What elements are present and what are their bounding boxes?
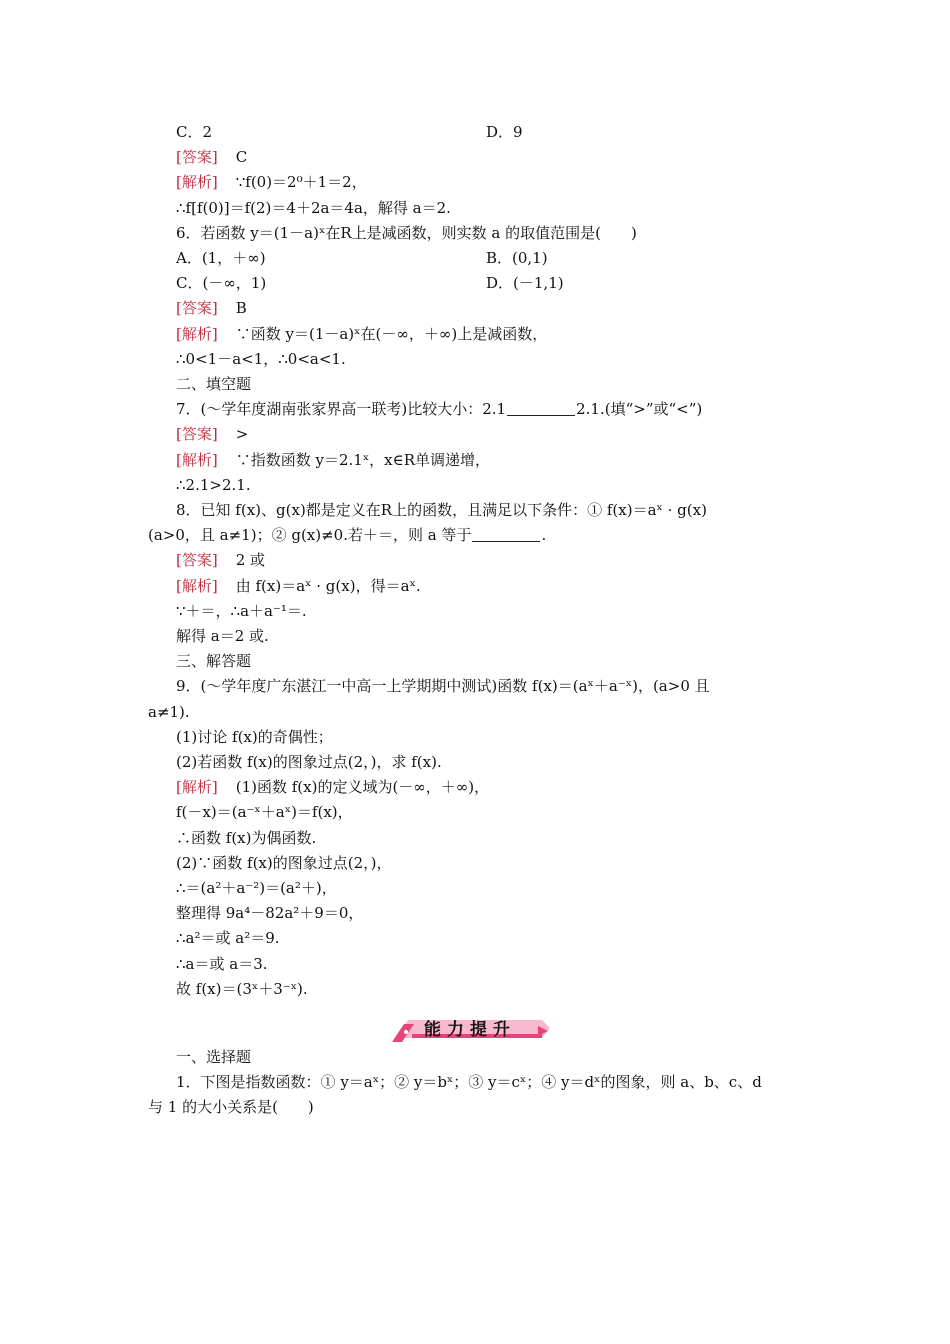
line-text: ∴a＝或 a＝3. xyxy=(176,954,268,973)
fill-blank xyxy=(472,526,540,542)
label-tag: [解析] xyxy=(176,576,218,595)
text-line xyxy=(176,271,816,296)
text-line xyxy=(176,1045,816,1070)
text-line xyxy=(176,347,816,372)
line-text: ∵指数函数 y＝2.1ˣ，x∈R单调递增， xyxy=(235,450,491,469)
line-text: ∴函数 f(x)为偶函数. xyxy=(176,828,317,847)
option-right: D．(－1,1) xyxy=(486,274,564,293)
text-line xyxy=(176,775,816,800)
line-text: 由 f(x)＝aˣ · g(x)，得＝aˣ. xyxy=(235,576,421,595)
line-text: ∴f[f(0)]＝f(2)＝4＋2a＝4a，解得 a＝2. xyxy=(176,198,451,217)
text-line xyxy=(176,170,816,195)
line-text: ∵f(0)＝2⁰＋1＝2， xyxy=(235,173,367,192)
line-text: C．2 xyxy=(176,123,213,141)
line-text: C．(－∞，1) xyxy=(176,274,267,293)
line-text: ∴0<1－a<1，∴0<a<1. xyxy=(176,349,346,368)
line-text: A．(1，＋∞) xyxy=(176,249,266,267)
text-line xyxy=(176,599,816,624)
text-line xyxy=(176,422,816,447)
line-text: (a>0，且 a≠1)；② g(x)≠0.若＋＝，则 a 等于 xyxy=(148,526,472,545)
option-right: D．9 xyxy=(486,123,523,141)
text-line xyxy=(176,296,816,321)
section-banner xyxy=(392,1012,554,1044)
text-line xyxy=(176,624,816,649)
label-tag: [解析] xyxy=(176,778,218,797)
line-text: (2)若函数 f(x)的图象过点(2，)，求 f(x). xyxy=(176,753,442,771)
text-line xyxy=(176,448,816,473)
line-text: 1．下图是指数函数：① y＝aˣ；② y＝bˣ；③ y＝cˣ；④ y＝dˣ的图象，则 a、b、c、d xyxy=(176,1073,762,1092)
text-line xyxy=(176,145,816,170)
text-line xyxy=(176,977,816,1002)
label-tag: [答案] xyxy=(176,425,218,444)
line-text: 8．已知 f(x)、g(x)都是定义在R上的函数，且满足以下条件：① f(x)＝aˣ · g(x) xyxy=(176,501,707,519)
line-text: 2 或 xyxy=(235,551,266,570)
label-tag: [答案] xyxy=(176,299,218,318)
text-line xyxy=(176,851,816,876)
text-line xyxy=(176,826,816,851)
line-text: > xyxy=(235,425,249,444)
text-line xyxy=(176,548,816,573)
text-line xyxy=(176,725,816,750)
line-text: ∴2.1>2.1. xyxy=(176,475,251,494)
text-line xyxy=(176,473,816,498)
line-text: B xyxy=(235,299,247,318)
text-line xyxy=(176,221,816,246)
line-text: (1)讨论 f(x)的奇偶性； xyxy=(176,727,333,746)
line-text: 6．若函数 y＝(1－a)ˣ在R上是减函数，则实数 a 的取值范围是( ) xyxy=(176,223,637,242)
text-line xyxy=(176,322,816,347)
fill-blank xyxy=(507,400,575,416)
text-line xyxy=(148,523,788,548)
text-line xyxy=(176,926,816,951)
text-line xyxy=(176,876,816,901)
line-text: C xyxy=(235,148,248,167)
text-line xyxy=(176,901,816,926)
line-text: 7．(～学年度湖南张家界高一联考)比较大小：2.1 xyxy=(176,400,507,419)
text-line xyxy=(148,700,788,725)
line-text-after: . xyxy=(541,526,547,545)
text-line xyxy=(176,498,816,523)
line-text: 整理得 9a⁴－82a²＋9＝0， xyxy=(176,904,364,923)
text-line xyxy=(176,574,816,599)
line-text: ∴a²＝或 a²＝9. xyxy=(176,929,280,948)
option-right: B．(0,1) xyxy=(486,249,548,267)
text-line xyxy=(176,649,816,674)
line-text: 故 f(x)＝(3ˣ＋3⁻ˣ). xyxy=(176,979,308,998)
text-line xyxy=(176,750,816,775)
label-tag: [答案] xyxy=(176,148,218,167)
label-tag: [解析] xyxy=(176,173,218,192)
label-tag: [解析] xyxy=(176,450,218,469)
line-text: 一、选择题 xyxy=(176,1048,252,1066)
line-text: (2)∵函数 f(x)的图象过点(2，)， xyxy=(176,853,392,872)
text-line xyxy=(176,800,816,825)
label-tag: [答案] xyxy=(176,551,218,570)
line-text: 解得 a＝2 或. xyxy=(176,627,269,645)
banner-title: 能力提升 xyxy=(424,1020,516,1040)
text-line xyxy=(176,674,816,699)
line-text: 三、解答题 xyxy=(176,652,252,671)
line-text: a≠1). xyxy=(148,702,190,721)
line-text: ∴＝(a²＋a⁻²)＝(a²＋)， xyxy=(176,879,337,897)
label-tag: [解析] xyxy=(176,324,218,343)
text-line xyxy=(176,952,816,977)
line-text: (1)函数 f(x)的定义域为(－∞，＋∞)， xyxy=(235,778,490,797)
line-text-after: 2.1.(填“>”或“<”) xyxy=(576,400,703,419)
text-line xyxy=(176,397,816,422)
text-line xyxy=(176,120,816,145)
line-text: ∵函数 y＝(1－a)ˣ在(－∞，＋∞)上是减函数， xyxy=(235,324,548,343)
line-text: 二、填空题 xyxy=(176,375,252,393)
line-text: 9．(～学年度广东湛江一中高一上学期期中测试)函数 f(x)＝(aˣ＋a⁻ˣ)，(a>0 且 xyxy=(176,677,710,696)
text-line xyxy=(176,1070,816,1095)
line-text: 与 1 的大小关系是( ) xyxy=(148,1098,314,1117)
text-line xyxy=(176,196,816,221)
text-line xyxy=(176,246,816,271)
text-line xyxy=(148,1095,788,1120)
line-text: ∵＋＝，∴a＋a⁻¹＝. xyxy=(176,601,307,620)
line-text: f(－x)＝(a⁻ˣ＋aˣ)＝f(x)， xyxy=(176,803,353,822)
text-line xyxy=(176,372,816,397)
